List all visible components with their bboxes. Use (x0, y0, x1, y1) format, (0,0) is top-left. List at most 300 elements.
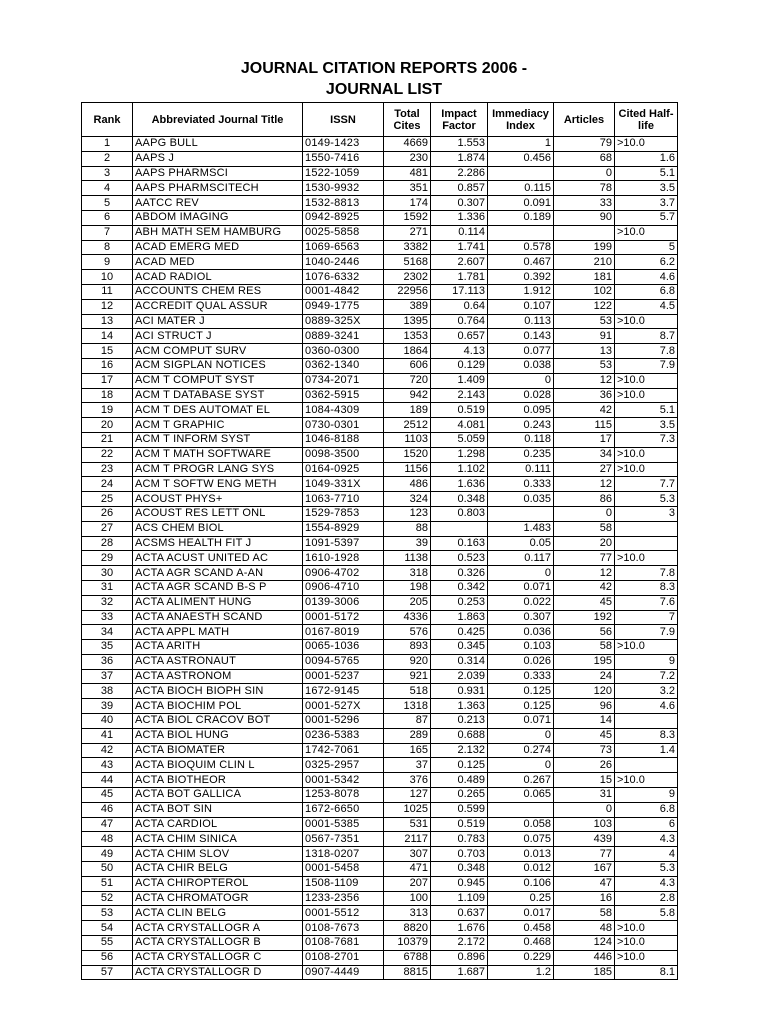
table-row (82, 965, 678, 980)
rank-cell: 24 (82, 477, 133, 492)
immediacy-index-cell: 0.103 (488, 640, 554, 655)
rank-cell: 56 (82, 950, 133, 965)
cited-half-life-cell: 7 (615, 610, 678, 625)
table-row (82, 906, 678, 921)
cited-half-life-cell: 3.7 (615, 196, 678, 211)
journal-title-cell: ACOUST RES LETT ONL (133, 506, 303, 521)
immediacy-index-cell: 0.458 (488, 921, 554, 936)
journal-title-cell: ACM T SOFTW ENG METH (133, 477, 303, 492)
total-cites-cell: 1520 (384, 447, 431, 462)
table-row (82, 196, 678, 211)
total-cites-cell: 324 (384, 492, 431, 507)
journal-title-cell: ACTA CHIR BELG (133, 862, 303, 877)
articles-cell: 124 (554, 936, 615, 951)
impact-factor-cell: 1.863 (431, 610, 488, 625)
issn-cell: 0734-2071 (303, 373, 384, 388)
cited-half-life-cell: 7.9 (615, 358, 678, 373)
rank-cell: 9 (82, 255, 133, 270)
impact-factor-cell: 0.783 (431, 832, 488, 847)
issn-cell: 0025-5858 (303, 225, 384, 240)
immediacy-index-cell: 0.307 (488, 610, 554, 625)
total-cites-cell: 893 (384, 640, 431, 655)
cited-half-life-cell: 6.8 (615, 802, 678, 817)
cited-half-life-cell: 7.2 (615, 669, 678, 684)
immediacy-index-cell: 0.095 (488, 403, 554, 418)
total-cites-cell: 8815 (384, 965, 431, 980)
total-cites-cell: 271 (384, 225, 431, 240)
articles-cell: 27 (554, 462, 615, 477)
cited-half-life-cell: 7.7 (615, 477, 678, 492)
issn-cell: 0942-8925 (303, 210, 384, 225)
issn-cell: 1318-0207 (303, 847, 384, 862)
journal-title-cell: ACTA BOT SIN (133, 802, 303, 817)
rank-cell: 8 (82, 240, 133, 255)
journal-title-cell: ACTA AGR SCAND B-S P (133, 580, 303, 595)
total-cites-cell: 4336 (384, 610, 431, 625)
cited-half-life-cell (615, 536, 678, 551)
issn-cell: 1049-331X (303, 477, 384, 492)
immediacy-index-cell: 0.058 (488, 817, 554, 832)
table-row (82, 137, 678, 152)
impact-factor-cell: 2.143 (431, 388, 488, 403)
issn-cell: 0360-0300 (303, 344, 384, 359)
cited-half-life-cell: 6.8 (615, 284, 678, 299)
articles-cell: 167 (554, 862, 615, 877)
total-cites-cell: 1138 (384, 551, 431, 566)
table-row (82, 788, 678, 803)
total-cites-cell: 486 (384, 477, 431, 492)
journal-title-cell: ACSMS HEALTH FIT J (133, 536, 303, 551)
immediacy-index-cell: 0.25 (488, 891, 554, 906)
total-cites-cell: 313 (384, 906, 431, 921)
impact-factor-cell: 2.132 (431, 743, 488, 758)
issn-cell: 1742-7061 (303, 743, 384, 758)
immediacy-index-cell: 0.125 (488, 684, 554, 699)
table-row (82, 181, 678, 196)
articles-cell: 20 (554, 536, 615, 551)
journal-title-cell: ACTA CRYSTALLOGR D (133, 965, 303, 980)
table-row (82, 936, 678, 951)
rank-cell: 16 (82, 358, 133, 373)
issn-cell: 0139-3006 (303, 595, 384, 610)
header-immediacy-index: Immediacy Index (488, 103, 554, 137)
rank-cell: 7 (82, 225, 133, 240)
impact-factor-cell: 4.081 (431, 418, 488, 433)
rank-cell: 53 (82, 906, 133, 921)
journal-title-cell: ACTA CRYSTALLOGR A (133, 921, 303, 936)
table-row (82, 950, 678, 965)
immediacy-index-cell: 0.229 (488, 950, 554, 965)
immediacy-index-cell: 1.912 (488, 284, 554, 299)
rank-cell: 51 (82, 876, 133, 891)
total-cites-cell: 10379 (384, 936, 431, 951)
journal-title-cell: ACTA ASTRONAUT (133, 654, 303, 669)
immediacy-index-cell: 0.392 (488, 270, 554, 285)
total-cites-cell: 3382 (384, 240, 431, 255)
impact-factor-cell: 1.109 (431, 891, 488, 906)
immediacy-index-cell: 0.333 (488, 477, 554, 492)
immediacy-index-cell: 0.075 (488, 832, 554, 847)
table-row (82, 210, 678, 225)
issn-cell: 0001-5237 (303, 669, 384, 684)
issn-cell: 0001-5512 (303, 906, 384, 921)
journal-list-table (81, 102, 678, 980)
journal-title-cell: ACTA CHIROPTEROL (133, 876, 303, 891)
articles-cell: 36 (554, 388, 615, 403)
rank-cell: 28 (82, 536, 133, 551)
articles-cell: 45 (554, 728, 615, 743)
issn-cell: 0906-4702 (303, 566, 384, 581)
immediacy-index-cell: 0.026 (488, 654, 554, 669)
journal-title-cell: ACM T INFORM SYST (133, 432, 303, 447)
rank-cell: 49 (82, 847, 133, 862)
impact-factor-cell: 0.348 (431, 862, 488, 877)
articles-cell: 0 (554, 166, 615, 181)
rank-cell: 40 (82, 714, 133, 729)
journal-title-cell: ACTA BIOQUIM CLIN L (133, 758, 303, 773)
total-cites-cell: 1592 (384, 210, 431, 225)
cited-half-life-cell: 7.3 (615, 432, 678, 447)
articles-cell: 195 (554, 654, 615, 669)
rank-cell: 5 (82, 196, 133, 211)
table-row (82, 773, 678, 788)
cited-half-life-cell: 1.6 (615, 151, 678, 166)
immediacy-index-cell (488, 166, 554, 181)
table-row (82, 536, 678, 551)
total-cites-cell: 37 (384, 758, 431, 773)
cited-half-life-cell: >10.0 (615, 447, 678, 462)
journal-title-cell: ABDOM IMAGING (133, 210, 303, 225)
immediacy-index-cell: 1.2 (488, 965, 554, 980)
cited-half-life-cell: >10.0 (615, 373, 678, 388)
issn-cell: 0362-5915 (303, 388, 384, 403)
impact-factor-cell: 0.314 (431, 654, 488, 669)
total-cites-cell: 606 (384, 358, 431, 373)
cited-half-life-cell: 3 (615, 506, 678, 521)
journal-title-cell: ACTA ARITH (133, 640, 303, 655)
immediacy-index-cell (488, 225, 554, 240)
total-cites-cell: 1318 (384, 699, 431, 714)
total-cites-cell: 39 (384, 536, 431, 551)
cited-half-life-cell: 5.1 (615, 403, 678, 418)
issn-cell: 1508-1109 (303, 876, 384, 891)
cited-half-life-cell: >10.0 (615, 462, 678, 477)
cited-half-life-cell: 9 (615, 654, 678, 669)
articles-cell: 58 (554, 521, 615, 536)
journal-title-cell: ACS CHEM BIOL (133, 521, 303, 536)
articles-cell: 17 (554, 432, 615, 447)
issn-cell: 0001-5342 (303, 773, 384, 788)
issn-cell: 1253-8078 (303, 788, 384, 803)
table-row (82, 240, 678, 255)
issn-cell: 1233-2356 (303, 891, 384, 906)
journal-title-cell: ACAD EMERG MED (133, 240, 303, 255)
total-cites-cell: 1103 (384, 432, 431, 447)
cited-half-life-cell: >10.0 (615, 921, 678, 936)
issn-cell: 0001-5385 (303, 817, 384, 832)
table-row (82, 566, 678, 581)
journal-title-cell: ACTA BIOTHEOR (133, 773, 303, 788)
table-row (82, 329, 678, 344)
journal-title-cell: ACTA CHROMATOGR (133, 891, 303, 906)
impact-factor-cell: 1.781 (431, 270, 488, 285)
articles-cell: 199 (554, 240, 615, 255)
impact-factor-cell: 5.059 (431, 432, 488, 447)
table-row (82, 255, 678, 270)
rank-cell: 46 (82, 802, 133, 817)
rank-cell: 26 (82, 506, 133, 521)
immediacy-index-cell: 0.065 (488, 788, 554, 803)
table-row (82, 358, 678, 373)
journal-title-cell: AATCC REV (133, 196, 303, 211)
cited-half-life-cell: 7.9 (615, 625, 678, 640)
rank-cell: 6 (82, 210, 133, 225)
issn-cell: 0001-5172 (303, 610, 384, 625)
impact-factor-cell: 0.519 (431, 403, 488, 418)
impact-factor-cell: 0.703 (431, 847, 488, 862)
table-row (82, 876, 678, 891)
total-cites-cell: 4669 (384, 137, 431, 152)
issn-cell: 0108-2701 (303, 950, 384, 965)
cited-half-life-cell: 8.7 (615, 329, 678, 344)
journal-title-cell: ACTA CRYSTALLOGR B (133, 936, 303, 951)
impact-factor-cell: 0.114 (431, 225, 488, 240)
header-total-cites: Total Cites (384, 103, 431, 137)
articles-cell (554, 225, 615, 240)
impact-factor-cell: 1.553 (431, 137, 488, 152)
journal-title-cell: ACTA BIOCHIM POL (133, 699, 303, 714)
immediacy-index-cell: 0 (488, 373, 554, 388)
rank-cell: 27 (82, 521, 133, 536)
table-row (82, 669, 678, 684)
rank-cell: 34 (82, 625, 133, 640)
total-cites-cell: 2117 (384, 832, 431, 847)
issn-cell: 0730-0301 (303, 418, 384, 433)
cited-half-life-cell: 4.3 (615, 832, 678, 847)
journal-title-cell: AAPS PHARMSCI (133, 166, 303, 181)
rank-cell: 47 (82, 817, 133, 832)
total-cites-cell: 198 (384, 580, 431, 595)
immediacy-index-cell: 0.456 (488, 151, 554, 166)
immediacy-index-cell: 0.036 (488, 625, 554, 640)
rank-cell: 14 (82, 329, 133, 344)
total-cites-cell: 1864 (384, 344, 431, 359)
table-row (82, 640, 678, 655)
table-row (82, 521, 678, 536)
impact-factor-cell: 0.657 (431, 329, 488, 344)
rank-cell: 39 (82, 699, 133, 714)
impact-factor-cell: 4.13 (431, 344, 488, 359)
impact-factor-cell: 0.931 (431, 684, 488, 699)
cited-half-life-cell: 7.6 (615, 595, 678, 610)
table-row (82, 284, 678, 299)
articles-cell: 31 (554, 788, 615, 803)
impact-factor-cell: 0.637 (431, 906, 488, 921)
journal-title-cell: ACAD MED (133, 255, 303, 270)
total-cites-cell: 318 (384, 566, 431, 581)
header-rank: Rank (82, 103, 133, 137)
total-cites-cell: 189 (384, 403, 431, 418)
immediacy-index-cell: 0.235 (488, 447, 554, 462)
title-line-1: JOURNAL CITATION REPORTS 2006 - (240, 60, 528, 77)
issn-cell: 1672-9145 (303, 684, 384, 699)
immediacy-index-cell: 0.274 (488, 743, 554, 758)
cited-half-life-cell: 4.6 (615, 270, 678, 285)
table-row (82, 506, 678, 521)
journal-title-cell: AAPS J (133, 151, 303, 166)
table-row (82, 802, 678, 817)
impact-factor-cell: 0.688 (431, 728, 488, 743)
articles-cell: 58 (554, 640, 615, 655)
journal-title-cell: ACM T DATABASE SYST (133, 388, 303, 403)
rank-cell: 12 (82, 299, 133, 314)
articles-cell: 47 (554, 876, 615, 891)
journal-title-cell: ACM COMPUT SURV (133, 344, 303, 359)
issn-cell: 1084-4309 (303, 403, 384, 418)
rank-cell: 30 (82, 566, 133, 581)
issn-cell: 1522-1059 (303, 166, 384, 181)
table-row (82, 314, 678, 329)
table-row (82, 151, 678, 166)
articles-cell: 16 (554, 891, 615, 906)
journal-title-cell: ABH MATH SEM HAMBURG (133, 225, 303, 240)
total-cites-cell: 351 (384, 181, 431, 196)
issn-cell: 0001-5458 (303, 862, 384, 877)
immediacy-index-cell: 1 (488, 137, 554, 152)
cited-half-life-cell: 6.2 (615, 255, 678, 270)
cited-half-life-cell: 4.5 (615, 299, 678, 314)
articles-cell: 34 (554, 447, 615, 462)
articles-cell: 33 (554, 196, 615, 211)
issn-cell: 1529-7853 (303, 506, 384, 521)
immediacy-index-cell: 0 (488, 728, 554, 743)
journal-title-cell: ACTA APPL MATH (133, 625, 303, 640)
cited-half-life-cell: >10.0 (615, 936, 678, 951)
articles-cell: 48 (554, 921, 615, 936)
journal-title-cell: ACM T PROGR LANG SYS (133, 462, 303, 477)
articles-cell: 0 (554, 802, 615, 817)
total-cites-cell: 1353 (384, 329, 431, 344)
rank-cell: 21 (82, 432, 133, 447)
immediacy-index-cell: 0.189 (488, 210, 554, 225)
journal-title-cell: ACTA BIOL HUNG (133, 728, 303, 743)
cited-half-life-cell: 1.4 (615, 743, 678, 758)
immediacy-index-cell: 0.035 (488, 492, 554, 507)
total-cites-cell: 481 (384, 166, 431, 181)
articles-cell: 446 (554, 950, 615, 965)
articles-cell: 122 (554, 299, 615, 314)
rank-cell: 44 (82, 773, 133, 788)
cited-half-life-cell: >10.0 (615, 640, 678, 655)
cited-half-life-cell: 7.8 (615, 566, 678, 581)
impact-factor-cell: 1.409 (431, 373, 488, 388)
issn-cell: 1550-7416 (303, 151, 384, 166)
immediacy-index-cell: 0.05 (488, 536, 554, 551)
impact-factor-cell: 0.519 (431, 817, 488, 832)
table-row (82, 492, 678, 507)
impact-factor-cell: 0.425 (431, 625, 488, 640)
impact-factor-cell: 0.253 (431, 595, 488, 610)
table-row (82, 403, 678, 418)
impact-factor-cell: 0.857 (431, 181, 488, 196)
journal-title-cell: ACTA BIOCH BIOPH SIN (133, 684, 303, 699)
immediacy-index-cell (488, 506, 554, 521)
impact-factor-cell: 17.113 (431, 284, 488, 299)
immediacy-index-cell: 0.143 (488, 329, 554, 344)
total-cites-cell: 289 (384, 728, 431, 743)
journal-title-cell: ACTA ASTRONOM (133, 669, 303, 684)
table-row (82, 462, 678, 477)
articles-cell: 42 (554, 580, 615, 595)
total-cites-cell: 942 (384, 388, 431, 403)
articles-cell: 78 (554, 181, 615, 196)
articles-cell: 56 (554, 625, 615, 640)
total-cites-cell: 174 (384, 196, 431, 211)
cited-half-life-cell: >10.0 (615, 314, 678, 329)
impact-factor-cell: 0.163 (431, 536, 488, 551)
cited-half-life-cell: 5.3 (615, 862, 678, 877)
issn-cell: 0094-5765 (303, 654, 384, 669)
rank-cell: 22 (82, 447, 133, 462)
table-row (82, 477, 678, 492)
immediacy-index-cell: 0.013 (488, 847, 554, 862)
total-cites-cell: 207 (384, 876, 431, 891)
table-row (82, 595, 678, 610)
rank-cell: 13 (82, 314, 133, 329)
immediacy-index-cell: 0.022 (488, 595, 554, 610)
impact-factor-cell: 1.363 (431, 699, 488, 714)
rank-cell: 1 (82, 137, 133, 152)
articles-cell: 439 (554, 832, 615, 847)
immediacy-index-cell: 0.243 (488, 418, 554, 433)
articles-cell: 42 (554, 403, 615, 418)
rank-cell: 10 (82, 270, 133, 285)
cited-half-life-cell: >10.0 (615, 137, 678, 152)
impact-factor-cell: 1.874 (431, 151, 488, 166)
title-line-2: JOURNAL LIST (325, 81, 443, 98)
rank-cell: 37 (82, 669, 133, 684)
cited-half-life-cell: 3.5 (615, 418, 678, 433)
articles-cell: 53 (554, 358, 615, 373)
immediacy-index-cell: 0.113 (488, 314, 554, 329)
articles-cell: 77 (554, 551, 615, 566)
articles-cell: 24 (554, 669, 615, 684)
total-cites-cell: 920 (384, 654, 431, 669)
cited-half-life-cell: 5.7 (615, 210, 678, 225)
journal-title-cell: ACM SIGPLAN NOTICES (133, 358, 303, 373)
journal-title-cell: ACI STRUCT J (133, 329, 303, 344)
articles-cell: 185 (554, 965, 615, 980)
table-row (82, 373, 678, 388)
issn-cell: 1063-7710 (303, 492, 384, 507)
rank-cell: 17 (82, 373, 133, 388)
total-cites-cell: 8820 (384, 921, 431, 936)
impact-factor-cell: 2.172 (431, 936, 488, 951)
total-cites-cell: 1025 (384, 802, 431, 817)
cited-half-life-cell: 3.2 (615, 684, 678, 699)
issn-cell: 0001-527X (303, 699, 384, 714)
issn-cell: 1532-8813 (303, 196, 384, 211)
total-cites-cell: 376 (384, 773, 431, 788)
rank-cell: 31 (82, 580, 133, 595)
total-cites-cell: 471 (384, 862, 431, 877)
issn-cell: 1076-6332 (303, 270, 384, 285)
journal-title-cell: ACTA CARDIOL (133, 817, 303, 832)
cited-half-life-cell: 4 (615, 847, 678, 862)
issn-cell: 0325-2957 (303, 758, 384, 773)
cited-half-life-cell: 5.1 (615, 166, 678, 181)
header-cited-half-life: Cited Half-life (615, 103, 678, 137)
